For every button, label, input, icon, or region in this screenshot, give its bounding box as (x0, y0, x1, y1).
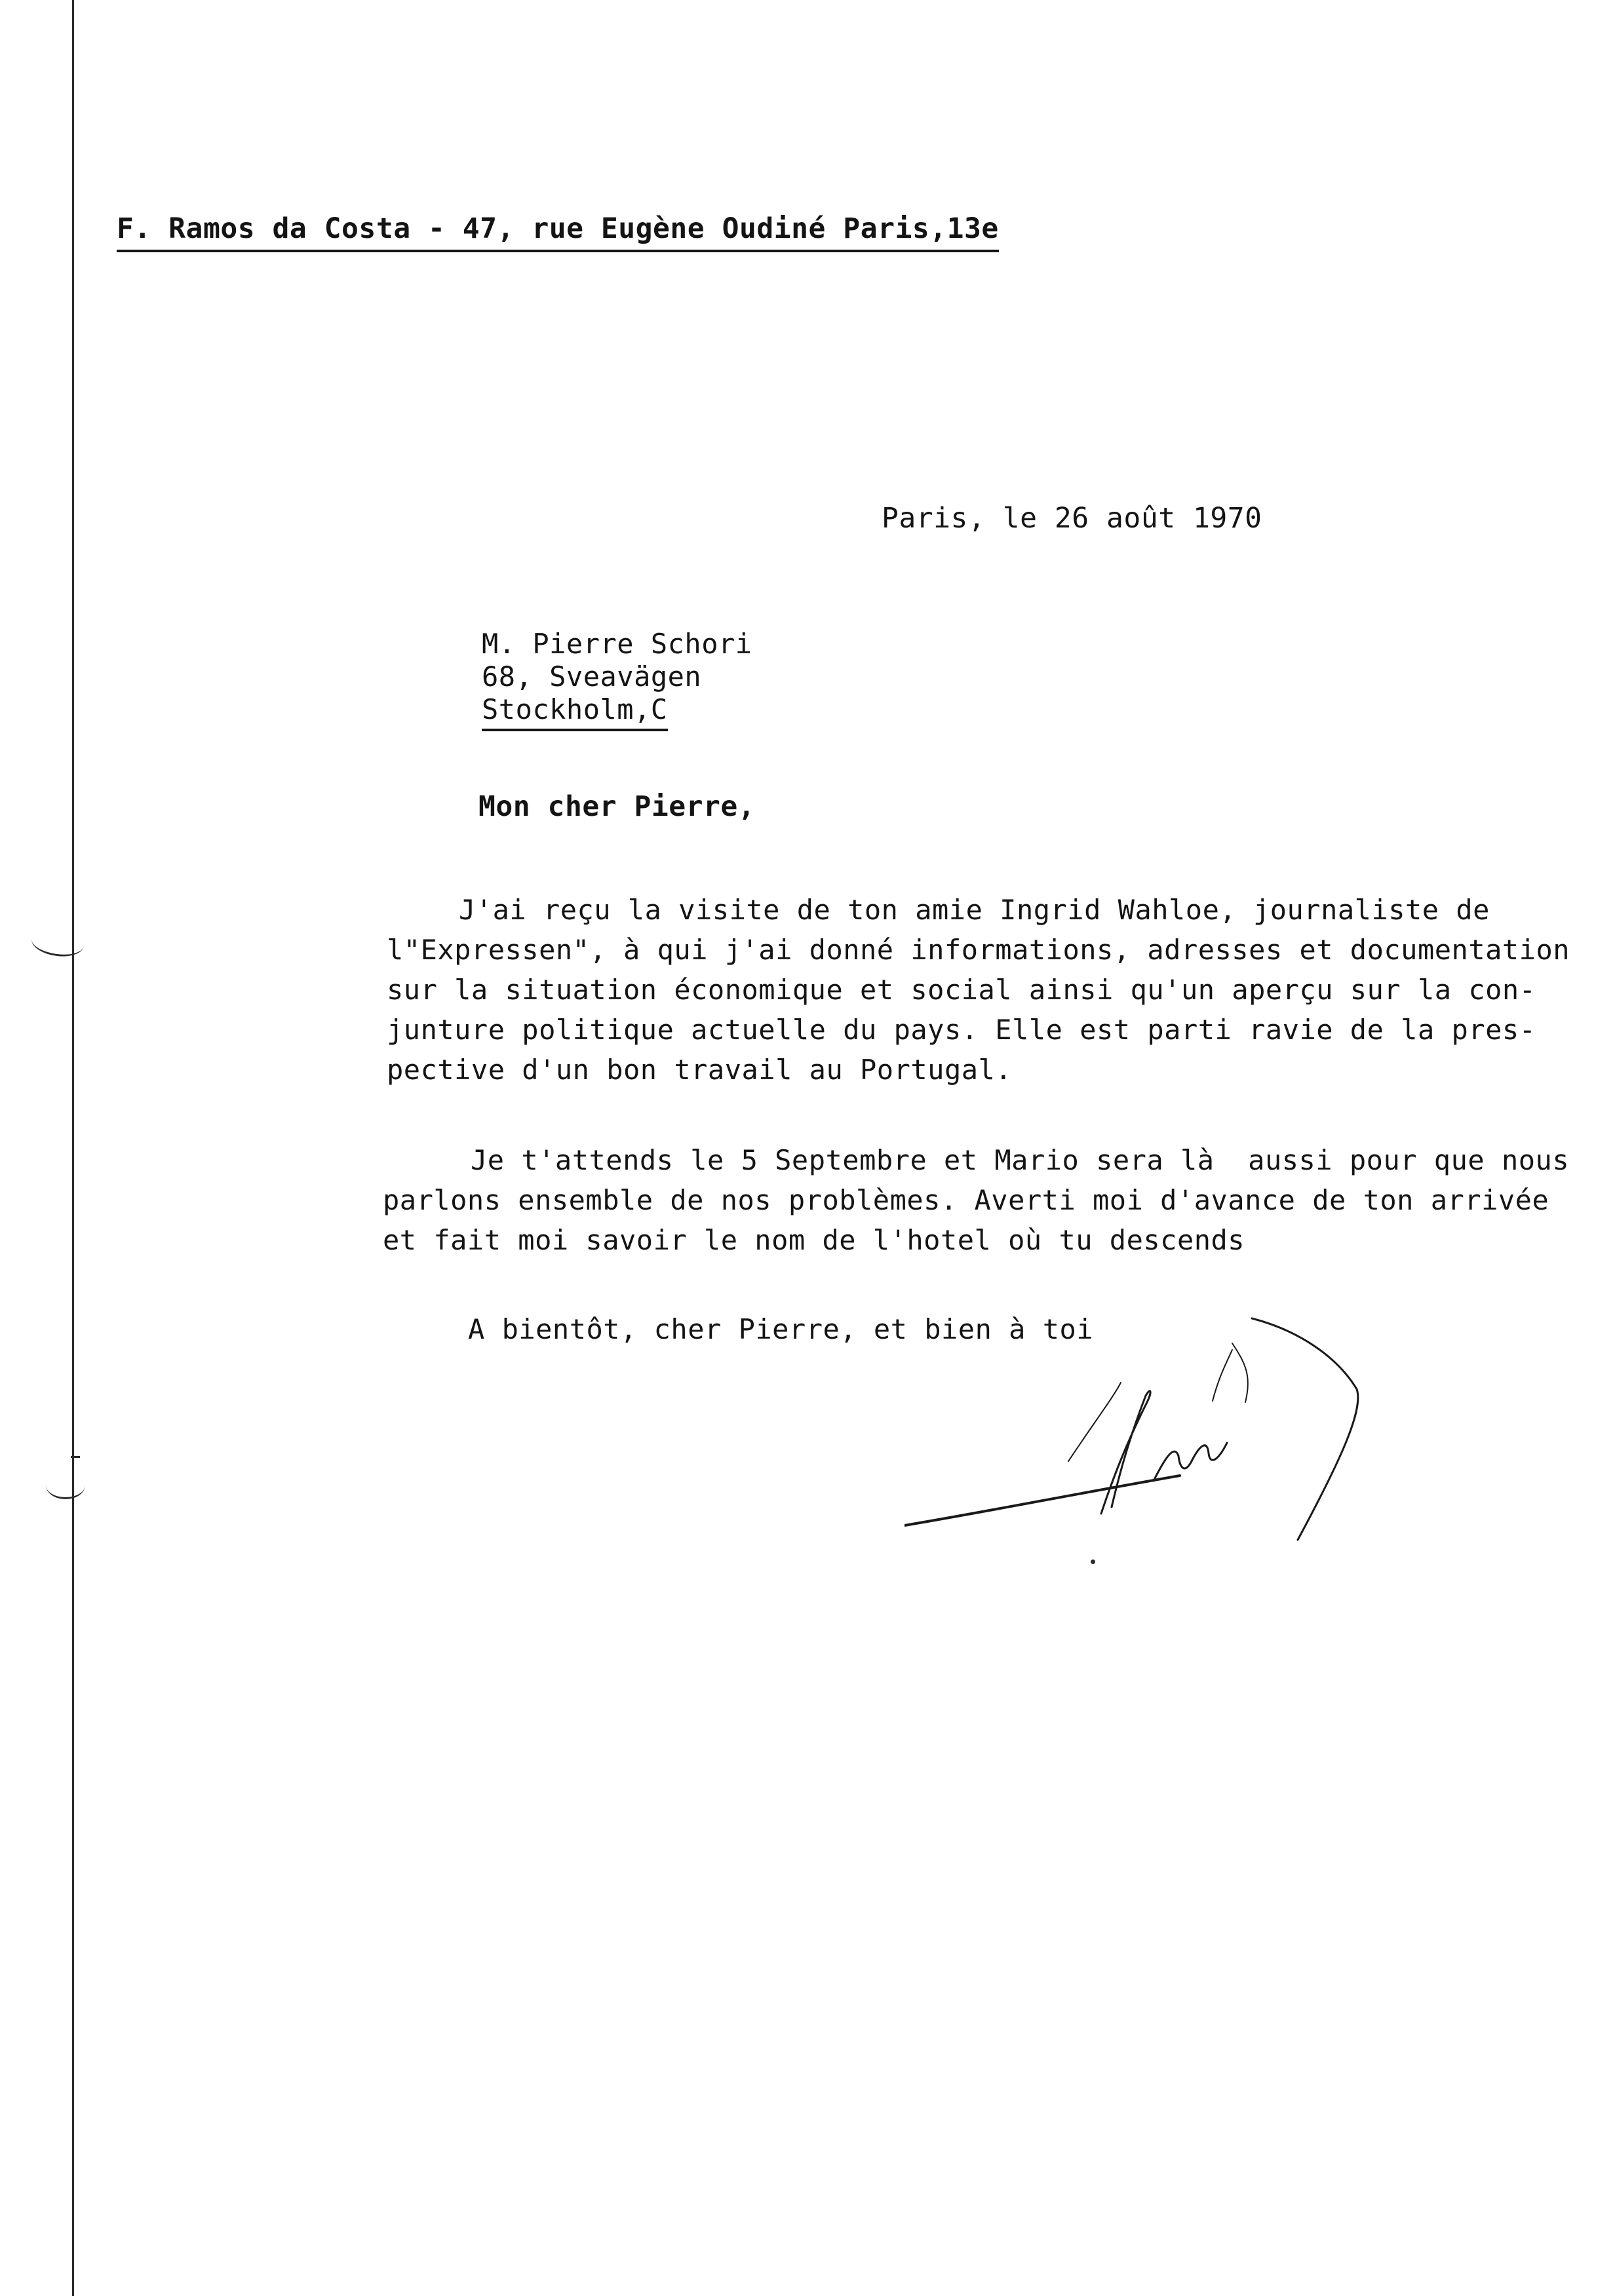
paragraph-line: et fait moi savoir le nom de l'hotel où tu descends (383, 1224, 1245, 1256)
paragraph-line: junture politique actuelle du pays. Elle est parti ravie de la pres- (387, 1014, 1536, 1046)
recipient-street: 68, Sveavägen (482, 660, 702, 693)
letter-date: Paris, le 26 août 1970 (882, 502, 1262, 535)
paragraph-line: J'ai reçu la visite de ton amie Ingrid Wahloe, journaliste de (459, 894, 1490, 926)
margin-mark (71, 1456, 80, 1458)
recipient-city: Stockholm,C (482, 696, 668, 731)
paragraph-line: sur la situation économique et social ainsi qu'un aperçu sur la con- (387, 974, 1536, 1006)
salutation: Mon cher Pierre, (478, 790, 756, 823)
binding-margin-line (72, 0, 74, 2296)
margin-mark (46, 1471, 85, 1499)
paragraph-line: parlons ensemble de nos problèmes. Averti moi d'avance de ton arrivée (383, 1184, 1549, 1216)
paragraph-line: Je t'attends le 5 Septembre et Mario sera là aussi pour que nous (471, 1144, 1570, 1176)
closing-line: A bientôt, cher Pierre, et bien à toi (468, 1313, 1094, 1345)
ink-dot (1091, 1559, 1095, 1564)
margin-mark (30, 926, 86, 960)
paragraph-line: l"Expressen", à qui j'ai donné informations, adresses et documentation (387, 934, 1570, 966)
recipient-name: M. Pierre Schori (482, 628, 752, 660)
paragraph-line: pective d'un bon travail au Portugal. (387, 1054, 1013, 1086)
handwritten-signature (905, 1304, 1416, 1566)
letterhead: F. Ramos da Costa - 47, rue Eugène Oudiné Paris,13e (117, 215, 999, 252)
